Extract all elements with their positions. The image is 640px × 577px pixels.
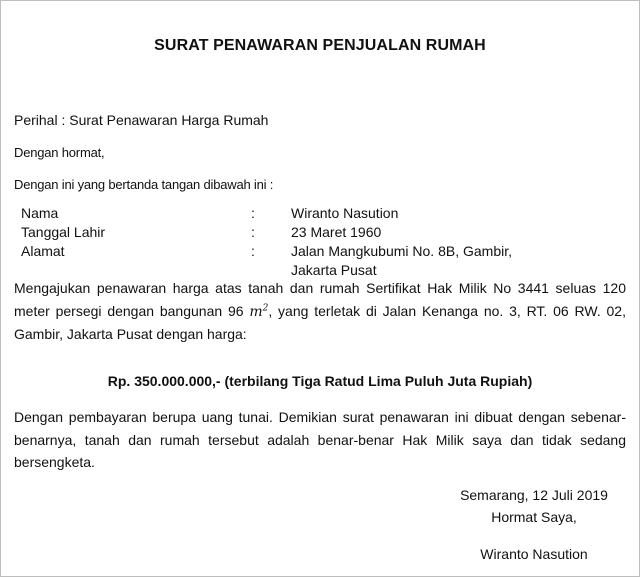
offer-line-2 <box>14 300 626 323</box>
identity-label: Tanggal Lahir <box>21 224 106 240</box>
unit-base: m <box>249 304 263 320</box>
closing-line-2: benarnya, tanah dan rumah tersebut adalah benar-benar Hak Milik saya dan tidak sedang <box>14 432 626 448</box>
intro-line: Dengan ini yang bertanda tangan dibawah ini : <box>14 177 274 192</box>
identity-separator: : <box>251 243 255 259</box>
identity-separator: : <box>251 224 255 240</box>
offer-line-2-end: , yang terletak di Jalan Kenanga no. 3, RT. 06 RW. 02, <box>268 303 626 319</box>
identity-value-continued: Jakarta Pusat <box>291 262 377 278</box>
closing-line-1: Dengan pembayaran berupa uang tunai. Demikian surat penawaran ini dibuat dengan sebenar- <box>14 409 626 425</box>
regards: Hormat Saya, <box>491 509 577 525</box>
closing-line-3: bersengketa. <box>14 454 95 470</box>
identity-value: 23 Maret 1960 <box>291 224 382 240</box>
identity-separator: : <box>251 205 255 221</box>
identity-value: Jalan Mangkubumi No. 8B, Gambir, <box>291 243 512 259</box>
identity-label: Alamat <box>21 243 65 259</box>
identity-value: Wiranto Nasution <box>291 205 399 221</box>
identity-label: Nama <box>21 205 59 221</box>
greeting: Dengan hormat, <box>14 145 105 160</box>
unit-exponent: 2 <box>262 303 269 314</box>
signer-name: Wiranto Nasution <box>480 546 588 562</box>
letter-title: SURAT PENAWARAN PENJUALAN RUMAH <box>154 37 486 54</box>
offer-line-2-start: meter persegi dengan bangunan 96 <box>14 303 244 319</box>
price-statement: Rp. 350.000.000,- (terbilang Tiga Ratud Lima Puluh Juta Rupiah) <box>107 373 533 389</box>
unit-square-meter <box>249 304 268 320</box>
perihal-line: Perihal : Surat Penawaran Harga Rumah <box>14 112 269 128</box>
place-date: Semarang, 12 Juli 2019 <box>460 487 608 503</box>
offer-line-1: Mengajukan penawaran harga atas tanah dan rumah Sertifikat Hak Milik No 3441 seluas 120 <box>14 280 626 296</box>
offer-line-3: Gambir, Jakarta Pusat dengan harga: <box>14 326 247 342</box>
